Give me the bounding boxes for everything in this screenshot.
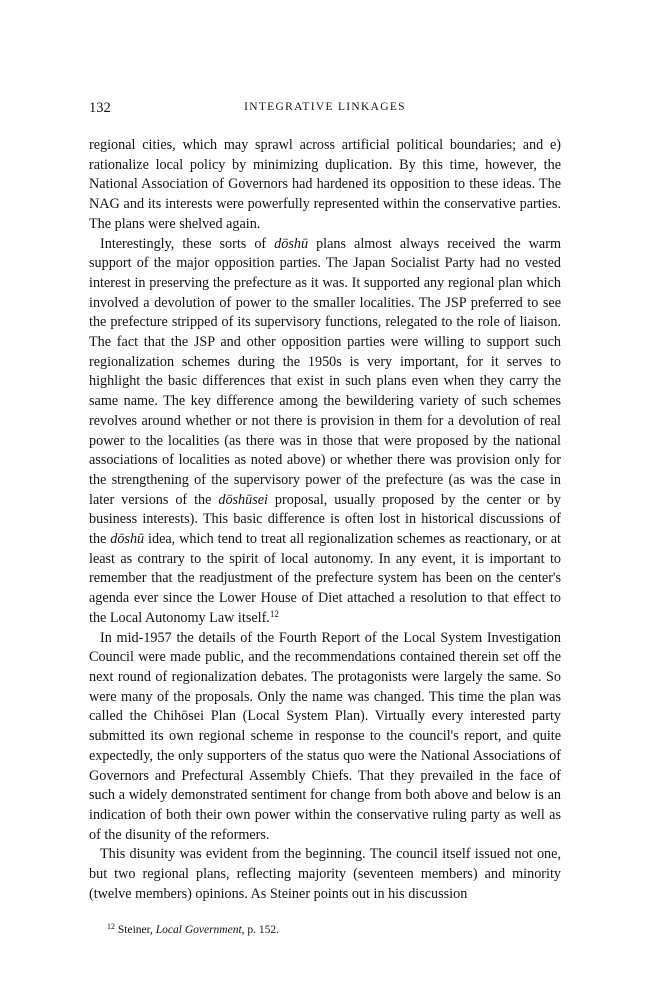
doshusei-term: dōshūsei bbox=[218, 491, 268, 508]
footnote-page: , p. 152. bbox=[241, 924, 280, 937]
footnote-mark: 12 bbox=[107, 922, 115, 932]
paragraph-1: regional cities, which may sprawl across artificial political boundaries; and e) rationalize local policy by minimizing duplication. By this time, however, the National Association of Governors had hardened its opposition to these ideas. The NAG and its interests were powerfully represented within the conservative parties. The plans were shelved again. bbox=[89, 137, 561, 232]
doshu-term: dōshū bbox=[110, 531, 145, 548]
footnote-author: Steiner, bbox=[115, 924, 156, 937]
paragraph-2-text-4: idea, which tend to treat all regionalization schemes as reactionary, or at least as contrary to the spirit of local autonomy. In any event, it is important to remember that the readjustment of the prefecture system has been on the center's agenda ever since the Lower House of Diet attached a resolution to that effect to the Local Autonomy Law itself. bbox=[89, 531, 561, 626]
paragraph-2-text-2: plans almost always received the warm support of the major opposition parties. The Japan Socialist Party had no vested interest in preserving the prefecture as it was. It supported any regional plan which involved a devolution of power to the smaller localities. The JSP preferred to see the prefecture stripped of its supervisory functions, relegated to the role of liaison. The fact that the JSP and other opposition parties were willing to support such regionalization schemes during the 1950s is very important, for it serves to highlight the basic differences that exist in such plans even when they carry the same name. The key difference among the bewildering variety of such schemes revolves around whether or not there is provision in them for a devolution of real power to the localities (as there was in those that were proposed by the national associations of localities as noted above) or whether there was provision only for the strengthening of the supervisory power of the prefecture (as was the case in later versions of the bbox=[89, 235, 561, 508]
paragraph-2-text-3: proposal, usually proposed by the center or by business interests). This basic difference is often lost in historical discussions of the bbox=[89, 491, 561, 548]
paragraph-2-text-1: Interestingly, these sorts of bbox=[100, 235, 275, 252]
paragraph-2 bbox=[89, 235, 561, 629]
book-page bbox=[89, 100, 561, 938]
footnote-title: Local Government bbox=[155, 924, 242, 937]
body-text bbox=[89, 136, 561, 904]
doshu-term: dōshū bbox=[274, 235, 309, 252]
footnote bbox=[89, 923, 561, 938]
paragraph-3: In mid-1957 the details of the Fourth Report of the Local System Investigation Council were made public, and the recommendations contained therein set off the next round of regionalization debates. The protagonists were largely the same. So were many of the proposals. Only the name was changed. This time the plan was called the Chihōsei Plan (Local System Plan). Virtually every interested party submitted its own regional scheme in response to the council's report, and quite expectedly, the only supporters of the status quo were the National Associations of Governors and Prefectural Assembly Chiefs. That they prevailed in the face of such a widely demonstrated sentiment for change from both above and below is an indication of both their own power within the conservative ruling party as well as of the disunity of the reformers. bbox=[89, 629, 561, 843]
running-title: INTEGRATIVE LINKAGES bbox=[244, 101, 406, 113]
page-number: 132 bbox=[89, 100, 111, 116]
paragraph-4: This disunity was evident from the beginning. The council itself issued not one, but two regional plans, reflecting majority (seventeen members) and minority (twelve members) opinions. As Steiner points out in his discussion bbox=[89, 846, 561, 902]
footnote-reference[interactable]: 12 bbox=[269, 608, 279, 619]
page-header bbox=[89, 100, 561, 122]
